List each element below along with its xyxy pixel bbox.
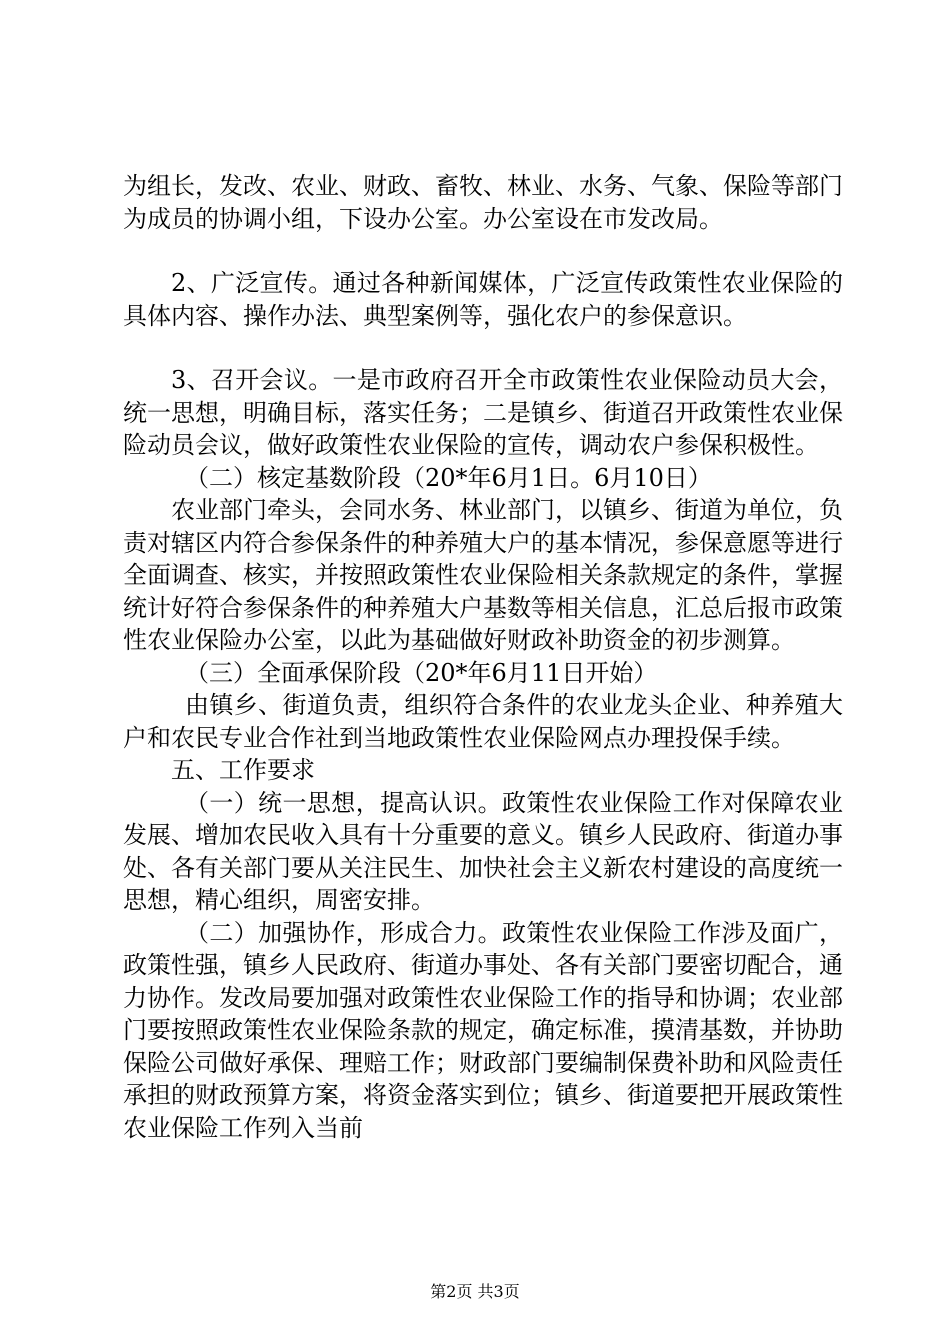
heading-underwriting-stage: （三）全面承保阶段（20*年6月11日开始） <box>185 658 658 687</box>
heading-work-requirements: 五、工作要求 <box>171 756 315 784</box>
paragraph-requirement-two: （二）加强协作，形成合力。政策性农业保险工作涉及面广，政策性强，镇乡人民政府、街道办事处、各有关部门要密切配合，通力协作。发改局要加强对政策性农业保险工作的指导和协调；农业部门要按照政策性农业保险条款的规定，确定标准，摸清基数，并协助保险公司做好承保、理赔工作；财政部门要编制保费补助和风险责任承担的财政预算方案，将资金落实到位；镇乡、街道要把开展政策性农业保险工作列入当前 <box>123 918 843 1142</box>
paragraph-underwriting-stage: 由镇乡、街道负责，组织符合条件的农业龙头企业、种养殖大户和农民专业合作社到当地政策性农业保险网点办理投保手续。 <box>123 691 843 752</box>
paragraph-requirement-one: （一）统一思想，提高认识。政策性农业保险工作对保障农业发展、增加农民收入具有十分重要的意义。镇乡人民政府、街道办事处、各有关部门要从关注民生、加快社会主义新农村建设的高度统一思想，精心组织，周密安排。 <box>123 788 843 914</box>
heading-verify-stage: （二）核定基数阶段（20*年6月1日。6月10日） <box>185 463 712 492</box>
page-footer: 第2页 共3页 <box>430 1282 520 1301</box>
paragraph-publicity: 2、广泛宣传。通过各种新闻媒体，广泛宣传政策性农业保险的具体内容、操作办法、典型案例等，强化农户的参保意识。 <box>123 269 843 330</box>
paragraph-verify-stage: 农业部门牵头，会同水务、林业部门，以镇乡、街道为单位，负责对辖区内符合参保条件的种养殖大户的基本情况，参保意愿等进行全面调查、核实，并按照政策性农业保险相关条款规定的条件，掌握统计好符合参保条件的种养殖大户基数等相关信息，汇总后报市政策性农业保险办公室，以此为基础做好财政补助资金的初步测算。 <box>123 496 843 654</box>
paragraph-continuation: 为组长，发改、农业、财政、畜牧、林业、水务、气象、保险等部门为成员的协调小组，下设办公室。办公室设在市发改局。 <box>123 172 843 233</box>
document-body <box>123 170 843 1144</box>
paragraph-meeting: 3、召开会议。一是市政府召开全市政策性农业保险动员大会，统一思想，明确目标，落实任务；二是镇乡、街道召开政策性农业保险动员会议，做好政策性农业保险的宣传，调动农户参保积极性。 <box>123 366 843 459</box>
